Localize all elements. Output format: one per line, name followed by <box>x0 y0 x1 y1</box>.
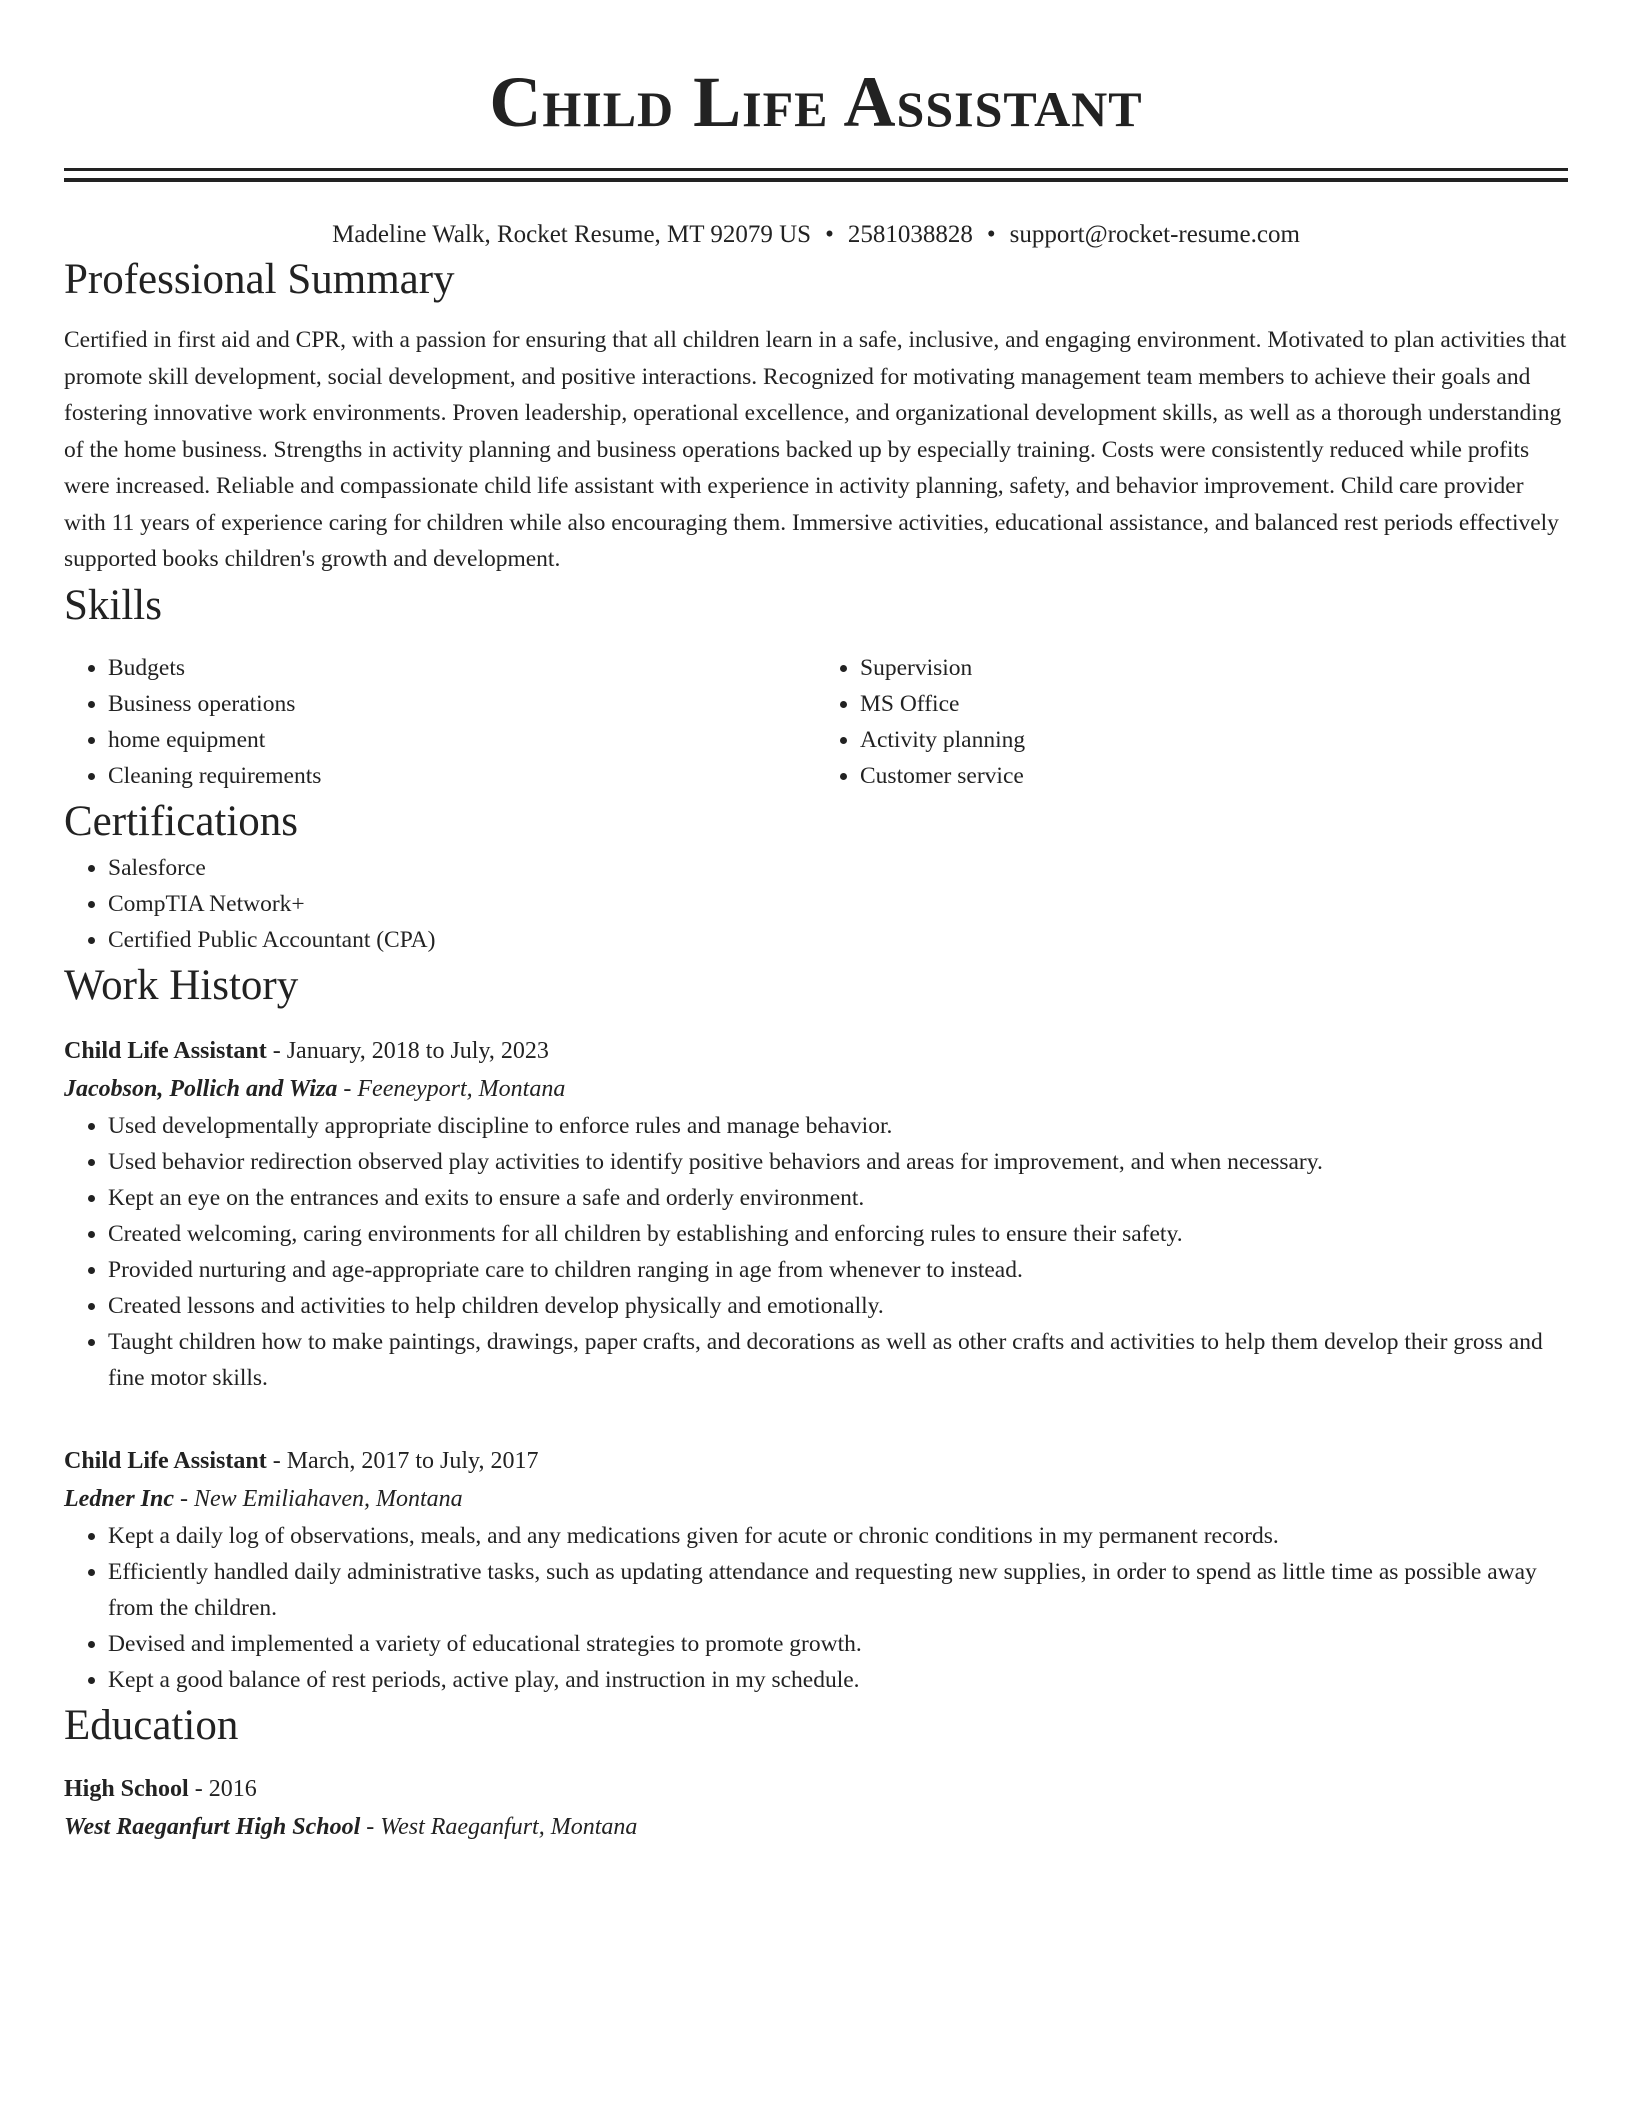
skill-item: • Customer service <box>860 758 1568 794</box>
job-dates: March, 2017 to July, 2017 <box>286 1447 539 1474</box>
contact-email: support@rocket-resume.com <box>1009 221 1300 248</box>
skill-item: • Cleaning requirements <box>108 758 816 794</box>
contact-phone: 2581038828 <box>847 221 973 248</box>
skill-item: • Budgets <box>108 650 816 686</box>
job-title-line <box>64 1442 1568 1480</box>
skill-item: • Activity planning <box>860 722 1568 758</box>
job-bullets <box>64 1108 1568 1396</box>
job-title-line <box>64 1032 1568 1070</box>
skills-columns <box>64 650 1568 794</box>
job-company-line <box>64 1070 1568 1108</box>
skill-item: • Business operations <box>108 686 816 722</box>
education-school: West Raeganfurt High School <box>64 1813 361 1840</box>
certification-item: • CompTIA Network+ <box>108 886 1568 922</box>
job-bullet: • Used developmentally appropriate discipline to enforce rules and manage behavior. <box>108 1108 1568 1144</box>
summary-text: Certified in first aid and CPR, with a passion for ensuring that all children learn in a safe, inclusive, and engaging environment. Motivated to plan activities that promote skill development, social development, and positive interactions. Recognized for motivating management team members to achieve their goals and fostering innovative work environments. Proven leadership, operational excellence, and organizational development skills, as well as a thorough understanding of the home business. Strengths in activity planning and business operations backed up by especially training. Costs were consistently reduced while profits were increased. Reliable and compassionate child life assistant with experience in activity planning, safety, and behavior improvement. Child care provider with 11 years of experience caring for children while also encouraging them. Immersive activities, educational assistance, and balanced rest periods effectively supported books children's growth and development. <box>64 327 1567 572</box>
certification-item: • Certified Public Accountant (CPA) <box>108 922 1568 958</box>
job-bullet: • Used behavior redirection observed play activities to identify positive behaviors and areas for improvement, and when necessary. <box>108 1144 1568 1180</box>
skill-item: • Supervision <box>860 650 1568 686</box>
education-location: West Raeganfurt, Montana <box>380 1813 638 1840</box>
job-title: Child Life Assistant <box>64 1037 267 1064</box>
job-company-line <box>64 1480 1568 1518</box>
job-bullet: • Kept a daily log of observations, meals, and any medications given for acute or chronic conditions in my permanent records. <box>108 1518 1568 1554</box>
dash: - <box>360 1813 381 1840</box>
skills-left-list <box>64 650 816 794</box>
job-bullets <box>64 1518 1568 1698</box>
contact-separator: • <box>825 221 834 248</box>
contact-separator: • <box>986 221 996 248</box>
certifications-list <box>64 850 1568 958</box>
dash: - <box>266 1037 287 1064</box>
work-history-heading: Work History <box>64 961 299 1009</box>
certification-item: • Salesforce <box>108 850 1568 886</box>
job-bullet: • Efficiently handled daily administrative tasks, such as updating attendance and requesting new supplies, in order to spend as little time as possible away from the children. <box>108 1554 1568 1626</box>
dash: - <box>266 1447 287 1474</box>
job-company: Jacobson, Pollich and Wiza <box>64 1075 338 1102</box>
job-bullet: • Kept an eye on the entrances and exits to ensure a safe and orderly environment. <box>108 1180 1568 1216</box>
dash: - <box>337 1075 358 1102</box>
resume-title: Child Life Assistant <box>489 62 1143 142</box>
education-year: 2016 <box>208 1775 257 1802</box>
job-title: Child Life Assistant <box>64 1447 267 1474</box>
contact-line <box>64 218 1568 252</box>
dash: - <box>188 1775 209 1802</box>
certifications-heading: Certifications <box>64 797 299 845</box>
title-divider-bottom <box>64 178 1568 182</box>
skills-heading: Skills <box>64 581 162 629</box>
skill-item: • MS Office <box>860 686 1568 722</box>
job-company: Ledner Inc <box>64 1485 174 1512</box>
dash: - <box>174 1485 194 1512</box>
job-location: New Emiliahaven, Montana <box>194 1485 463 1512</box>
education-school-line <box>64 1808 1568 1846</box>
education-heading: Education <box>64 1701 239 1749</box>
education-degree: High School <box>64 1775 189 1802</box>
title-divider-top <box>64 168 1568 171</box>
skill-item: • home equipment <box>108 722 816 758</box>
job-location: Feeneyport, Montana <box>357 1075 566 1102</box>
job-bullet: • Created lessons and activities to help children develop physically and emotionally. <box>108 1288 1568 1324</box>
job-bullet: • Provided nurturing and age-appropriate care to children ranging in age from whenever to instead. <box>108 1252 1568 1288</box>
job-bullet: • Created welcoming, caring environments for all children by establishing and enforcing rules to ensure their safety. <box>108 1216 1568 1252</box>
job-bullet: • Taught children how to make paintings, drawings, paper crafts, and decorations as well as other crafts and activities to help them develop their gross and fine motor skills. <box>108 1324 1568 1396</box>
contact-address: Madeline Walk, Rocket Resume, MT 92079 US <box>332 221 812 248</box>
summary-heading: Professional Summary <box>64 256 455 303</box>
job-bullet: • Kept a good balance of rest periods, active play, and instruction in my schedule. <box>108 1662 1568 1698</box>
job-bullet: • Devised and implemented a variety of educational strategies to promote growth. <box>108 1626 1568 1662</box>
education-degree-line <box>64 1770 1568 1808</box>
job-dates: January, 2018 to July, 2023 <box>286 1037 549 1064</box>
skills-right-list <box>816 650 1568 794</box>
